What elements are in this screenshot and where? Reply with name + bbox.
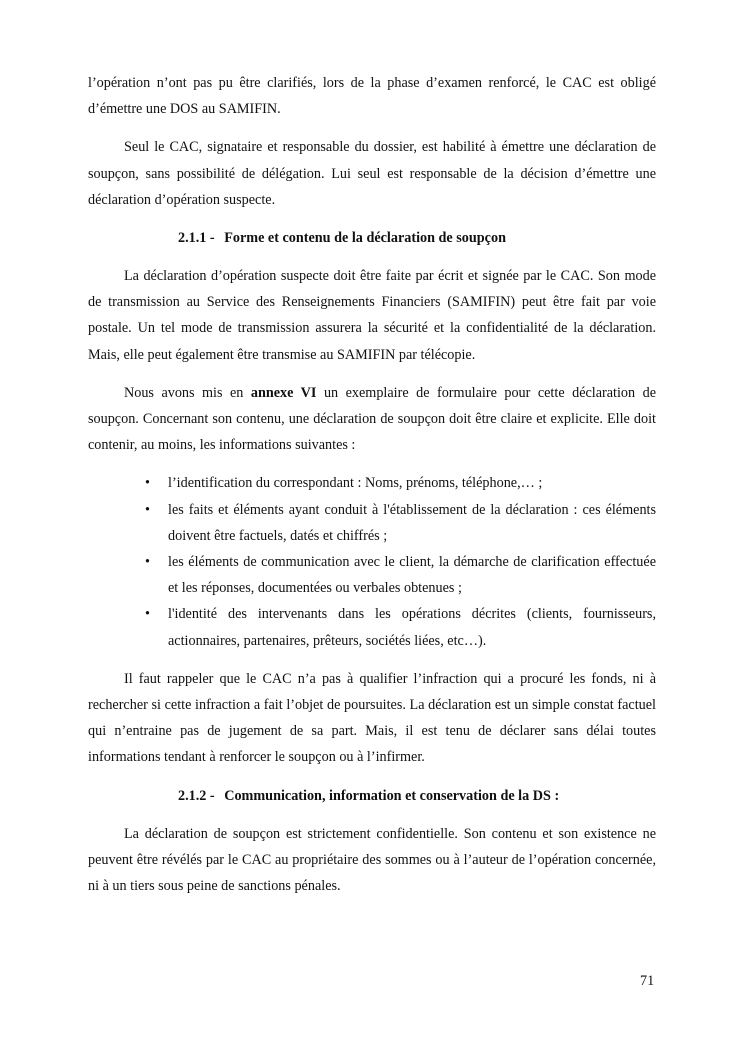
heading-2-1-2 xyxy=(88,783,656,809)
page-number: 71 xyxy=(640,973,655,989)
text-run: un exemplaire de formulaire pour cette déclaration de soupçon. Concernant son contenu, une déclaration de soupçon doit être claire et explicite. Elle doit contenir, au moins, les informations suivantes : xyxy=(88,384,656,454)
paragraph-rappel: Il faut rappeler que le CAC n’a pas à qualifier l’infraction qui a procuré les fonds, ni à rechercher si cette infraction a fait l’objet de poursuites. La déclaration est un simple constat factuel qui n’entraine pas de jugement de sa part. Mais, il est tenu de déclarer sans délai toutes informations tendant à renforcer le soupçon ou à l’infirmer. xyxy=(88,670,656,766)
bullet-icon: • xyxy=(145,475,150,492)
paragraph-continuation: l’opération n’ont pas pu être clarifiés, lors de la phase d’examen renforcé, le CAC est obligé d’émettre une DOS au SAMIFIN. xyxy=(88,75,656,118)
heading-title: Forme et contenu de la déclaration de soupçon xyxy=(224,230,506,247)
paragraph-confidentielle: La déclaration de soupçon est strictement confidentielle. Son contenu et son existence ne peuvent être révélés par le CAC au propriétaire des sommes ou à l’auteur de l’opération concernée, ni à un tiers sous peine de sanctions pénales. xyxy=(88,825,656,895)
bullet-icon: • xyxy=(145,554,150,571)
list-item xyxy=(88,470,656,496)
list-item xyxy=(88,549,656,601)
heading-number: 2.1.2 - xyxy=(178,787,215,804)
bold-reference: annexe VI xyxy=(250,384,317,401)
list-item-text: les faits et éléments ayant conduit à l'établissement de la déclaration : ces éléments doivent être factuels, datés et chiffrés ; xyxy=(168,501,656,544)
document-page xyxy=(88,70,656,899)
text-run: Nous avons mis en xyxy=(124,384,251,401)
bullet-icon: • xyxy=(145,501,150,518)
heading-number: 2.1.1 - xyxy=(178,230,215,247)
heading-2-1-1 xyxy=(88,225,656,251)
heading-title: Communication, information et conservation de la DS : xyxy=(224,787,560,804)
bullet-icon: • xyxy=(145,606,150,623)
paragraph-cac-habilite: Seul le CAC, signataire et responsable du dossier, est habilité à émettre une déclaration de soupçon, sans possibilité de délégation. Lui seul est responsable de la décision d’émettre une déclaration d’opération suspecte. xyxy=(88,139,656,208)
list-item-text: l’identification du correspondant : Noms, prénoms, téléphone,… ; xyxy=(168,475,543,492)
paragraph-forme: La déclaration d’opération suspecte doit être faite par écrit et signée par le CAC. Son mode de transmission au Service des Renseignements Financiers (SAMIFIN) peut être fait par voie postale. Un tel mode de transmission assurera la sécurité et la confidentialité de la déclaration. Mais, elle peut également être transmise au SAMIFIN par télécopie. xyxy=(88,268,656,363)
list-item-text: l'identité des intervenants dans les opérations décrites (clients, fournisseurs, actionnaires, partenaires, prêteurs, sociétés liées, etc…). xyxy=(168,606,656,649)
list-item-text: les éléments de communication avec le client, la démarche de clarification effectuée et les réponses, documentées ou verbales obtenues ; xyxy=(168,554,656,597)
paragraph-annexe xyxy=(88,380,656,459)
list-item xyxy=(88,601,656,653)
list-item xyxy=(88,497,656,549)
information-list xyxy=(88,470,656,653)
